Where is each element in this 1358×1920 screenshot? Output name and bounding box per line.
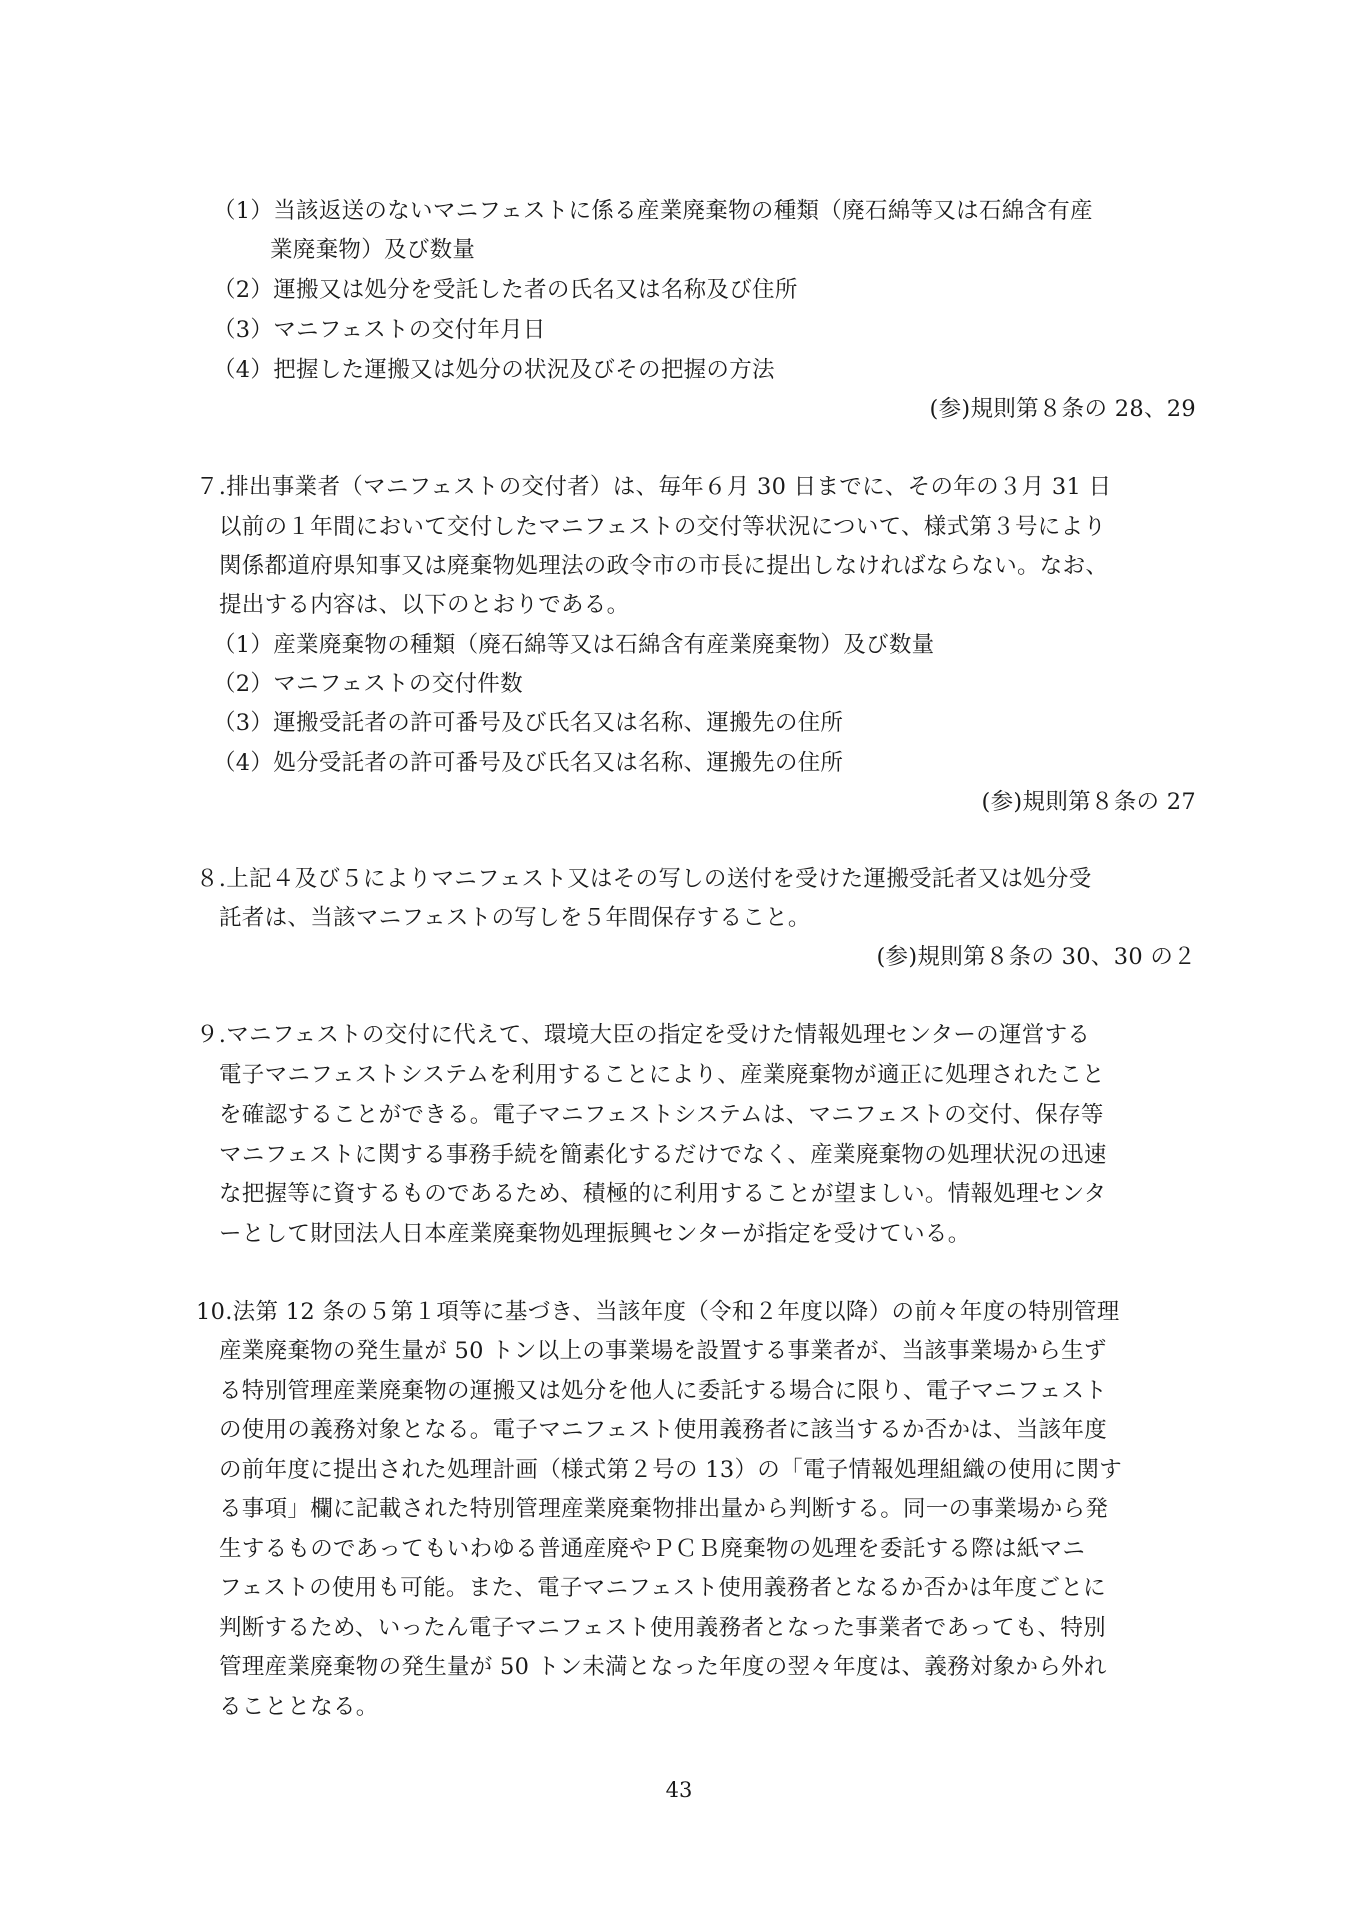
s10-line-8: フェストの使用も可能。また、電子マニフェスト使用義務者となるか否かは年度ごとに xyxy=(219,1575,1106,1601)
s9-line-2: 電子マニフェストシステムを利用することにより、産業廃棄物が適正に処理されたこと xyxy=(219,1062,1105,1088)
s6-item-2: （2）運搬又は処分を受託した者の氏名又は名称及び住所 xyxy=(213,277,798,303)
s6-item-1: （1）当該返送のないマニフェストに係る産業廃棄物の種類（廃石綿等又は石綿含有産 xyxy=(213,198,1093,224)
s10-line-6: る事項」欄に記載された特別管理産業廃棄物排出量から判断する。同一の事業場から発 xyxy=(219,1496,1109,1522)
s8-line-1: ８.上記４及び５によりマニフェスト又はその写しの送付を受けた運搬受託者又は処分受 xyxy=(196,866,1092,892)
s9-line-5: な把握等に資するものであるため、積極的に利用することが望ましい。情報処理センタ xyxy=(219,1181,1107,1207)
s10-line-9: 判断するため、いったん電子マニフェスト使用義務者となった事業者であっても、特別 xyxy=(219,1615,1106,1641)
s10-line-5: の前年度に提出された処理計画（様式第２号の 13）の「電子情報処理組織の使用に関す xyxy=(219,1457,1123,1483)
s7-line-2: 以前の１年間において交付したマニフェストの交付等状況について、様式第３号により xyxy=(219,514,1107,540)
s8-line-2: 託者は、当該マニフェストの写しを５年間保存すること。 xyxy=(219,905,811,931)
s7-line-4: 提出する内容は、以下のとおりである。 xyxy=(219,592,630,618)
s7-line-3: 関係都道府県知事又は廃棄物処理法の政令市の市長に提出しなければならない。なお、 xyxy=(219,553,1109,579)
s6-item-4: （4）把握した運搬又は処分の状況及びその把握の方法 xyxy=(213,357,775,383)
s10-line-3: る特別管理産業廃棄物の運搬又は処分を他人に委託する場合に限り、電子マニフェスト xyxy=(219,1378,1108,1404)
s7-item-4: （4）処分受託者の許可番号及び氏名又は名称、運搬先の住所 xyxy=(213,750,844,776)
s6-item-1-cont: 業廃棄物）及び数量 xyxy=(270,237,476,263)
s7-reference: (参)規則第８条の 27 xyxy=(981,789,1196,815)
s10-line-10: 管理産業廃棄物の発生量が 50 トン未満となった年度の翌々年度は、義務対象から外れ xyxy=(219,1654,1107,1680)
s6-item-3: （3）マニフェストの交付年月日 xyxy=(213,317,546,343)
s7-item-3: （3）運搬受託者の許可番号及び氏名又は名称、運搬先の住所 xyxy=(213,710,844,736)
s10-line-4: の使用の義務対象となる。電子マニフェスト使用義務者に該当するか否かは、当該年度 xyxy=(219,1417,1108,1443)
s10-line-2: 産業廃棄物の発生量が 50 トン以上の事業場を設置する事業者が、当該事業場から生ず xyxy=(219,1338,1107,1364)
s9-line-3: を確認することができる。電子マニフェストシステムは、マニフェストの交付、保存等 xyxy=(219,1102,1104,1128)
s9-line-6: ーとして財団法人日本産業廃棄物処理振興センターが指定を受けている。 xyxy=(219,1221,971,1247)
s7-item-2: （2）マニフェストの交付件数 xyxy=(213,671,523,697)
s9-line-4: マニフェストに関する事務手続を簡素化するだけでなく、産業廃棄物の処理状況の迅速 xyxy=(219,1142,1107,1168)
s9-line-1: ９.マニフェストの交付に代えて、環境大臣の指定を受けた情報処理センターの運営する xyxy=(196,1022,1091,1048)
s7-item-1: （1）産業廃棄物の種類（廃石綿等又は石綿含有産業廃棄物）及び数量 xyxy=(213,632,935,658)
s6-reference: (参)規則第８条の 28、29 xyxy=(929,396,1196,422)
s10-line-1: 10.法第 12 条の５第１項等に基づき、当該年度（令和２年度以降）の前々年度の特別管理 xyxy=(196,1299,1120,1325)
s8-reference: (参)規則第８条の 30、30 の２ xyxy=(876,944,1196,970)
s7-line-1: ７.排出事業者（マニフェストの交付者）は、毎年６月 30 日までに、その年の３月 31 日 xyxy=(196,474,1112,500)
page-number: 43 xyxy=(665,1778,693,1802)
s10-line-7: 生するものであってもいわゆる普通産廃やＰＣＢ廃棄物の処理を委託する際は紙マニ xyxy=(219,1536,1086,1562)
s10-line-11: ることとなる。 xyxy=(219,1694,379,1720)
